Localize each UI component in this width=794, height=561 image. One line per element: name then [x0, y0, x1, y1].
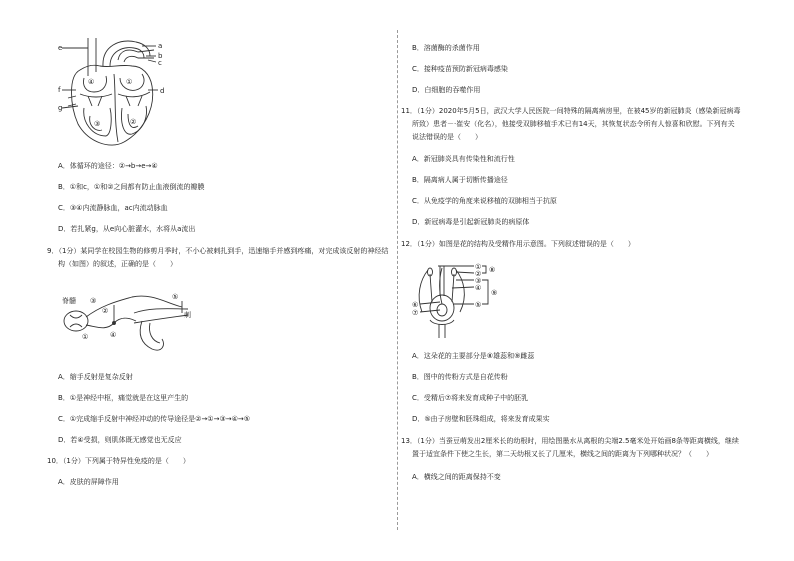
q12-option-c: C．受精后⑦将来发育成种子中的胚乳: [412, 394, 529, 402]
reflex-label-4: ④: [110, 331, 117, 339]
q9-option-b: B．①是神经中枢，痛觉就是在这里产生的: [58, 394, 189, 402]
q11-option-c: C．从免疫学的角度来说移植的双肺相当于抗原: [412, 197, 557, 205]
column-divider: [397, 30, 398, 530]
heart-label-c: c: [158, 59, 162, 67]
heart-label-1: ①: [126, 78, 133, 86]
q11-stem-line2: 所致）患者－·崔安（化名），他接受双肺移植手术已有14天，其恢复状态令所有人惊喜和欣慰。下列有关: [412, 120, 735, 128]
q9-option-c: C．①完成缩手反射中神经冲动的传导途径是②→①→③→④→⑤: [58, 415, 251, 423]
q8-option-a: A．体循环的途径：②→b→e→④: [58, 162, 158, 170]
flower-label-5: ⑤: [475, 301, 482, 309]
q11-option-a: A．新冠肺炎具有传染性和流行性: [412, 155, 515, 163]
heart-diagram: [58, 36, 178, 151]
q12-option-a: A．这朵花的主要部分是⑧雄蕊和⑨雌蕊: [412, 352, 535, 360]
q13-stem-line2: 置于适宜条件下使之生长，第二天幼根又长了几厘米，横线之间的距离为下列哪种状况？（ ）: [412, 450, 713, 458]
flower-label-1: ①: [475, 263, 482, 271]
q8-option-b: B．①和c，①和②之间都有防止血液倒流的瓣膜: [58, 183, 205, 191]
flower-label-4: ④: [475, 284, 482, 292]
heart-label-a: a: [158, 42, 163, 50]
reflex-label-spine: 脊髓: [62, 297, 76, 305]
heart-label-e: e: [58, 44, 63, 52]
q13-stem-line1: 13．（1分）当蚕豆萌发出2厘米长的幼根时，用绘图墨水从离根的尖端2.5毫米处开始画8条等距离横线，继续: [401, 437, 739, 445]
q9-option-a: A．缩手反射是复杂反射: [58, 373, 133, 381]
q9-option-d: D．若④受损，则肌体既无感觉也无反应: [58, 436, 182, 444]
heart-label-4: ④: [88, 78, 95, 86]
q13-option-a: A．横线之间的距离保持不变: [412, 473, 501, 481]
reflex-label-1: ①: [82, 333, 89, 341]
flower-label-3: ③: [475, 277, 482, 285]
q10-option-a: A．皮肤的屏障作用: [58, 478, 119, 486]
flower-label-8: ⑧: [489, 266, 496, 274]
q10-option-c: C．接种疫苗预防新冠病毒感染: [412, 65, 508, 73]
reflex-label-5: ⑤: [172, 293, 179, 301]
heart-label-b: b: [158, 52, 163, 60]
heart-label-2: ②: [130, 118, 137, 126]
heart-label-f: f: [58, 86, 61, 94]
reflex-arc-diagram: [62, 283, 202, 353]
flower-label-9: ⑨: [491, 289, 498, 297]
heart-label-d: d: [160, 87, 165, 95]
q11-option-b: B．隔离病人属于切断传播途径: [412, 176, 508, 184]
q10-option-d: D．白细胞的吞噬作用: [412, 86, 481, 94]
heart-label-3: ③: [94, 120, 101, 128]
q9-stem-line1: 9．（1分）某同学在校园生物的修剪月季时，不小心被刺扎到手，迅速缩手并感到疼痛，对完成该反射的神经结: [47, 247, 389, 255]
q8-option-c: C．③④内流静脉血，ac内流动脉血: [58, 204, 168, 212]
reflex-label-thorn: 刺: [184, 311, 191, 319]
flower-label-7: ⑦: [412, 309, 419, 317]
q11-option-d: D．新冠病毒是引起新冠肺炎的病原体: [412, 218, 530, 226]
heart-label-g: g: [58, 104, 63, 112]
q9-stem-line2: 构（如图）的叙述，正确的是（ ）: [58, 260, 177, 268]
flower-label-6: ⑥: [412, 301, 419, 309]
q8-option-d: D．若扎紧g，从e向心脏灌水，水将从a流出: [58, 225, 196, 233]
flower-label-2: ②: [475, 270, 482, 278]
q12-option-d: D．⑤由子房壁和胚珠组成，将来发育成果实: [412, 415, 550, 423]
q12-option-b: B．图中的传粉方式是自花传粉: [412, 373, 508, 381]
q11-stem-line3: 说法错误的是（ ）: [412, 133, 482, 141]
reflex-label-3: ③: [90, 297, 97, 305]
q10-stem: 10．（1分）下列属于特异性免疫的是（ ）: [47, 457, 190, 465]
q12-stem: 12．（1分）如图是花的结构及受精作用示意图。下列叙述错误的是（ ）: [401, 240, 635, 248]
flower-diagram: [412, 260, 522, 340]
reflex-label-2: ②: [102, 307, 109, 315]
q11-stem-line1: 11．（1分）2020年5月5日，武汉大学人民医院一间特殊的隔离病房里，在被45岁的新冠肺炎（感染新冠病毒: [401, 107, 741, 115]
q10-option-b: B．溶菌酶的杀菌作用: [412, 44, 480, 52]
